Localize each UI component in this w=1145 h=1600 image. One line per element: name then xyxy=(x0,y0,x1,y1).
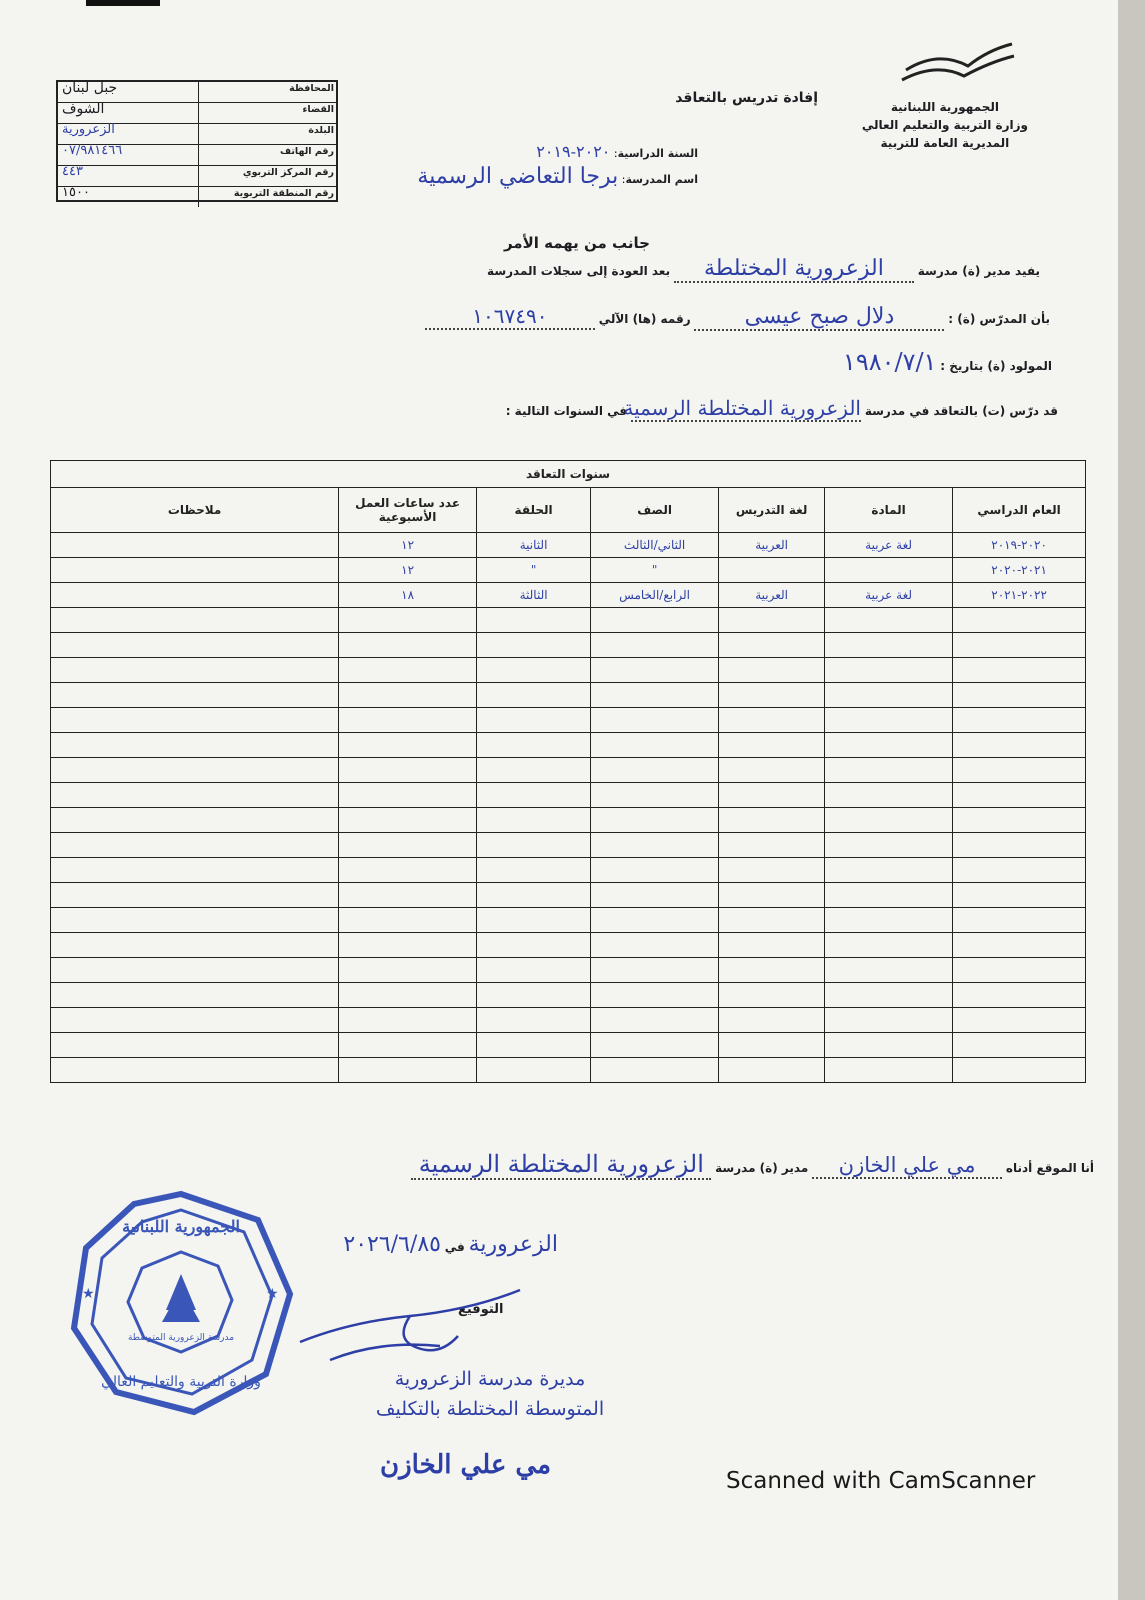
empty-cell xyxy=(339,908,477,933)
empty-cell xyxy=(591,908,719,933)
empty-cell xyxy=(339,1008,477,1033)
official-stamp xyxy=(66,1188,296,1418)
cell-notes xyxy=(51,533,339,558)
empty-cell xyxy=(825,683,953,708)
col-header-language: لغة التدريس xyxy=(719,488,825,533)
empty-cell xyxy=(825,633,953,658)
empty-cell xyxy=(719,1033,825,1058)
signer-name: مي علي الخازن xyxy=(812,1153,1002,1179)
line1-label: يفيد مدير (ة) مدرسة xyxy=(917,264,1040,278)
empty-table-row xyxy=(51,633,1086,658)
line3-label: المولود (ة) بتاريخ : xyxy=(940,359,1052,373)
empty-cell xyxy=(719,958,825,983)
empty-cell xyxy=(591,658,719,683)
empty-cell xyxy=(953,883,1086,908)
contract-years-table xyxy=(50,460,1086,1083)
director-label: مدير (ة) مدرسة xyxy=(715,1161,809,1175)
empty-cell xyxy=(953,958,1086,983)
empty-table-row xyxy=(51,1058,1086,1083)
school-year-line: السنة الدراسية: ٢٠٢٠-٢٠١٩ xyxy=(536,142,698,161)
empty-cell xyxy=(953,683,1086,708)
stamp-text-bottom: وزارة التربية والتعليم العالي xyxy=(101,1374,261,1390)
school-name-line: اسم المدرسة: برجا التعاضي الرسمية xyxy=(417,164,698,189)
body-line-3 xyxy=(843,348,1052,376)
empty-cell xyxy=(477,858,591,883)
empty-cell xyxy=(825,858,953,883)
empty-table-row xyxy=(51,808,1086,833)
empty-cell xyxy=(477,708,591,733)
stamp-star-icon: ★ xyxy=(266,1286,279,1302)
empty-cell xyxy=(719,1008,825,1033)
body-line-4 xyxy=(506,396,1058,422)
info-label: رقم المنطقة التربوية xyxy=(233,188,334,199)
info-row xyxy=(58,187,336,207)
info-label: رقم المركز التربوي xyxy=(242,167,334,178)
line4-value: الزعرورية المختلطة الرسمية xyxy=(623,396,861,420)
empty-cell xyxy=(339,708,477,733)
cell-grade: الثاني/الثالث xyxy=(591,533,719,558)
empty-cell xyxy=(719,833,825,858)
col-header-year: العام الدراسي xyxy=(953,488,1086,533)
cell-year: ٢٠٢٢-٢٠٢١ xyxy=(953,583,1086,608)
director-title xyxy=(340,1364,640,1424)
line3-value: ١٩٨٠/٧/١ xyxy=(842,348,937,376)
empty-cell xyxy=(591,958,719,983)
empty-cell xyxy=(719,858,825,883)
empty-cell xyxy=(339,783,477,808)
empty-cell xyxy=(339,808,477,833)
empty-cell xyxy=(51,883,339,908)
empty-cell xyxy=(953,1058,1086,1083)
empty-table-row xyxy=(51,708,1086,733)
signer-label: أنا الموقع أدناه xyxy=(1005,1161,1094,1175)
info-label: المحافظة xyxy=(289,83,334,94)
info-value: ١٥٠٠ xyxy=(62,185,90,200)
empty-cell xyxy=(477,783,591,808)
empty-cell xyxy=(825,1033,953,1058)
empty-cell xyxy=(339,933,477,958)
empty-cell xyxy=(719,808,825,833)
cell-subject xyxy=(825,558,953,583)
date-label: في xyxy=(444,1240,465,1254)
info-row xyxy=(58,103,336,124)
empty-table-row xyxy=(51,1033,1086,1058)
empty-cell xyxy=(591,608,719,633)
school-year-label: السنة الدراسية xyxy=(617,147,698,160)
empty-cell xyxy=(953,983,1086,1008)
empty-cell xyxy=(51,658,339,683)
empty-cell xyxy=(825,808,953,833)
empty-cell xyxy=(477,733,591,758)
empty-cell xyxy=(591,983,719,1008)
empty-cell xyxy=(719,633,825,658)
empty-cell xyxy=(339,833,477,858)
empty-cell xyxy=(51,708,339,733)
empty-cell xyxy=(825,933,953,958)
empty-cell xyxy=(51,933,339,958)
empty-cell xyxy=(339,758,477,783)
line4-suffix: في السنوات التالية : xyxy=(505,404,628,418)
empty-cell xyxy=(339,983,477,1008)
empty-table-row xyxy=(51,833,1086,858)
empty-cell xyxy=(591,633,719,658)
ministry-line-3: المديرية العامة للتربية xyxy=(880,136,1010,150)
department-title: إفادة تدريس بالتعاقد xyxy=(675,90,818,106)
cell-language xyxy=(719,558,825,583)
empty-cell xyxy=(719,708,825,733)
empty-cell xyxy=(591,758,719,783)
empty-cell xyxy=(477,1033,591,1058)
cell-cycle: الثانية xyxy=(477,533,591,558)
empty-table-row xyxy=(51,658,1086,683)
info-row xyxy=(58,166,336,187)
empty-cell xyxy=(591,1058,719,1083)
empty-cell xyxy=(51,1008,339,1033)
empty-cell xyxy=(953,733,1086,758)
info-row xyxy=(58,145,336,166)
empty-table-row xyxy=(51,733,1086,758)
empty-cell xyxy=(51,908,339,933)
school-year-value: ٢٠٢٠-٢٠١٩ xyxy=(536,142,611,161)
table-group-header: سنوات التعاقد xyxy=(51,461,1086,488)
empty-cell xyxy=(825,1058,953,1083)
empty-cell xyxy=(719,933,825,958)
empty-cell xyxy=(591,858,719,883)
empty-cell xyxy=(719,658,825,683)
empty-cell xyxy=(953,608,1086,633)
place-value: الزعرورية xyxy=(468,1232,558,1257)
empty-cell xyxy=(51,983,339,1008)
col-header-cycle: الحلقة xyxy=(477,488,591,533)
col-header-subject: المادة xyxy=(825,488,953,533)
empty-cell xyxy=(339,883,477,908)
empty-cell xyxy=(477,608,591,633)
empty-cell xyxy=(477,808,591,833)
empty-cell xyxy=(339,733,477,758)
empty-table-row xyxy=(51,608,1086,633)
empty-cell xyxy=(953,758,1086,783)
handwritten-signature xyxy=(290,1270,530,1370)
empty-cell xyxy=(477,1058,591,1083)
info-value: ٤٤٣ xyxy=(62,164,83,179)
empty-cell xyxy=(591,833,719,858)
date-value: ٢٠٢٦/٦/٨٥ xyxy=(343,1232,441,1257)
school-name-value: برجا التعاضي الرسمية xyxy=(417,164,619,189)
empty-cell xyxy=(719,608,825,633)
empty-cell xyxy=(825,783,953,808)
line4-label: قد درّس (ت) بالتعاقد في مدرسة xyxy=(864,404,1058,418)
col-header-hours: عدد ساعات العمل الأسبوعية xyxy=(339,488,477,533)
empty-cell xyxy=(719,783,825,808)
cell-notes xyxy=(51,583,339,608)
empty-table-row xyxy=(51,958,1086,983)
cell-cycle: " xyxy=(477,558,591,583)
empty-cell xyxy=(719,1058,825,1083)
info-value: الشوف xyxy=(62,101,105,117)
top-edge-mark xyxy=(86,0,160,6)
empty-cell xyxy=(477,633,591,658)
empty-cell xyxy=(51,858,339,883)
empty-cell xyxy=(825,833,953,858)
cell-subject: لغة عربية xyxy=(825,533,953,558)
info-row xyxy=(58,124,336,145)
info-box xyxy=(56,80,338,202)
body-line-2 xyxy=(425,304,1050,331)
director-title-1: مديرة مدرسة الزعرورية xyxy=(394,1368,586,1390)
empty-cell xyxy=(51,1058,339,1083)
empty-table-row xyxy=(51,908,1086,933)
empty-cell xyxy=(591,808,719,833)
info-value: ٠٧/٩٨١٤٦٦ xyxy=(62,143,123,158)
empty-cell xyxy=(953,633,1086,658)
empty-cell xyxy=(719,908,825,933)
empty-cell xyxy=(51,683,339,708)
empty-cell xyxy=(591,708,719,733)
empty-cell xyxy=(477,658,591,683)
empty-cell xyxy=(953,933,1086,958)
empty-cell xyxy=(339,1033,477,1058)
place-date-line xyxy=(343,1232,558,1257)
empty-table-row xyxy=(51,683,1086,708)
stamp-star-icon: ★ xyxy=(82,1286,95,1302)
ministry-book-icon xyxy=(898,40,1018,88)
empty-cell xyxy=(51,633,339,658)
empty-cell xyxy=(719,983,825,1008)
empty-cell xyxy=(477,983,591,1008)
empty-cell xyxy=(591,883,719,908)
empty-cell xyxy=(339,658,477,683)
empty-cell xyxy=(825,758,953,783)
empty-cell xyxy=(591,783,719,808)
empty-cell xyxy=(51,758,339,783)
empty-cell xyxy=(51,833,339,858)
body-line-1 xyxy=(487,256,1040,283)
cell-grade: الرابع/الخامس xyxy=(591,583,719,608)
line2-value: دلال صبح عيسى xyxy=(694,304,944,331)
empty-cell xyxy=(825,1008,953,1033)
ministry-header xyxy=(862,98,1028,152)
ministry-line-1: الجمهورية اللبنانية xyxy=(890,100,999,114)
empty-cell xyxy=(591,683,719,708)
stamp-text-center: مدرسة الزعرورية المتوسطة xyxy=(127,1333,235,1343)
empty-cell xyxy=(953,1033,1086,1058)
empty-cell xyxy=(51,783,339,808)
empty-table-row xyxy=(51,1008,1086,1033)
empty-cell xyxy=(719,733,825,758)
empty-cell xyxy=(953,858,1086,883)
col-header-grade: الصف xyxy=(591,488,719,533)
empty-cell xyxy=(953,908,1086,933)
empty-cell xyxy=(953,1008,1086,1033)
line1-value: الزعرورية المختلطة xyxy=(674,256,914,283)
empty-cell xyxy=(339,958,477,983)
empty-cell xyxy=(477,1008,591,1033)
cell-cycle: الثالثة xyxy=(477,583,591,608)
line2-number: ١٠٦٧٤٩٠ xyxy=(425,304,595,330)
info-value: جبل لبنان xyxy=(62,80,118,96)
info-value: الزعرورية xyxy=(62,122,115,137)
empty-cell xyxy=(477,908,591,933)
cell-language: العربية xyxy=(719,583,825,608)
director-name: مي علي الخازن xyxy=(380,1450,551,1480)
cell-year: ٢٠٢٠-٢٠١٩ xyxy=(953,533,1086,558)
empty-cell xyxy=(825,658,953,683)
empty-cell xyxy=(339,858,477,883)
director-title-2: المتوسطة المختلطة بالتكليف xyxy=(375,1398,605,1420)
empty-cell xyxy=(591,733,719,758)
ministry-line-2: وزارة التربية والتعليم العالي xyxy=(861,118,1028,132)
empty-cell xyxy=(953,808,1086,833)
info-row xyxy=(58,82,336,103)
empty-cell xyxy=(477,883,591,908)
empty-cell xyxy=(339,1058,477,1083)
empty-cell xyxy=(825,983,953,1008)
col-header-notes: ملاحظات xyxy=(51,488,339,533)
camscanner-watermark: Scanned with CamScanner xyxy=(726,1468,1036,1494)
empty-cell xyxy=(477,933,591,958)
empty-cell xyxy=(591,933,719,958)
footer-signer-line xyxy=(411,1150,1094,1180)
empty-cell xyxy=(51,1033,339,1058)
info-label: القضاء xyxy=(302,104,334,115)
director-school: الزعرورية المختلطة الرسمية xyxy=(411,1150,711,1180)
empty-cell xyxy=(477,958,591,983)
empty-cell xyxy=(591,1033,719,1058)
empty-table-row xyxy=(51,883,1086,908)
empty-cell xyxy=(339,633,477,658)
empty-cell xyxy=(825,958,953,983)
empty-cell xyxy=(339,683,477,708)
cell-hours: ١٢ xyxy=(339,533,477,558)
empty-table-row xyxy=(51,858,1086,883)
empty-cell xyxy=(477,833,591,858)
empty-cell xyxy=(825,908,953,933)
table-row xyxy=(51,558,1086,583)
empty-cell xyxy=(825,708,953,733)
table-row xyxy=(51,533,1086,558)
school-name-label: اسم المدرسة xyxy=(625,173,698,186)
empty-cell xyxy=(51,958,339,983)
empty-cell xyxy=(953,783,1086,808)
empty-cell xyxy=(719,758,825,783)
cell-grade: " xyxy=(591,558,719,583)
empty-cell xyxy=(719,683,825,708)
cell-year: ٢٠٢١-٢٠٢٠ xyxy=(953,558,1086,583)
empty-cell xyxy=(477,758,591,783)
addressee: جانب من يهمه الأمر xyxy=(503,234,650,252)
empty-cell xyxy=(719,883,825,908)
empty-cell xyxy=(953,658,1086,683)
empty-cell xyxy=(825,733,953,758)
empty-table-row xyxy=(51,933,1086,958)
signature-label: التوقيع xyxy=(458,1302,504,1317)
empty-cell xyxy=(953,708,1086,733)
empty-cell xyxy=(477,683,591,708)
empty-cell xyxy=(591,1008,719,1033)
empty-table-row xyxy=(51,758,1086,783)
empty-cell xyxy=(51,733,339,758)
empty-table-row xyxy=(51,983,1086,1008)
line1-suffix: بعد العودة إلى سجلات المدرسة xyxy=(487,264,671,278)
empty-cell xyxy=(51,808,339,833)
cell-notes xyxy=(51,558,339,583)
line2-label: بأن المدرّس (ة) : xyxy=(948,312,1050,326)
empty-cell xyxy=(339,608,477,633)
info-label: البلدة xyxy=(308,125,334,136)
line2-mid: رقمه (ها) الآلي xyxy=(598,312,691,326)
empty-table-row xyxy=(51,783,1086,808)
info-label: رقم الهاتف xyxy=(280,146,334,157)
cell-hours: ١٨ xyxy=(339,583,477,608)
empty-cell xyxy=(825,608,953,633)
cell-subject: لغة عربية xyxy=(825,583,953,608)
cell-hours: ١٢ xyxy=(339,558,477,583)
empty-cell xyxy=(953,833,1086,858)
empty-cell xyxy=(51,608,339,633)
stamp-text-top: الجمهورية اللبنانية xyxy=(122,1217,240,1236)
empty-rows xyxy=(51,608,1086,1083)
table-row xyxy=(51,583,1086,608)
cell-language: العربية xyxy=(719,533,825,558)
empty-cell xyxy=(825,883,953,908)
